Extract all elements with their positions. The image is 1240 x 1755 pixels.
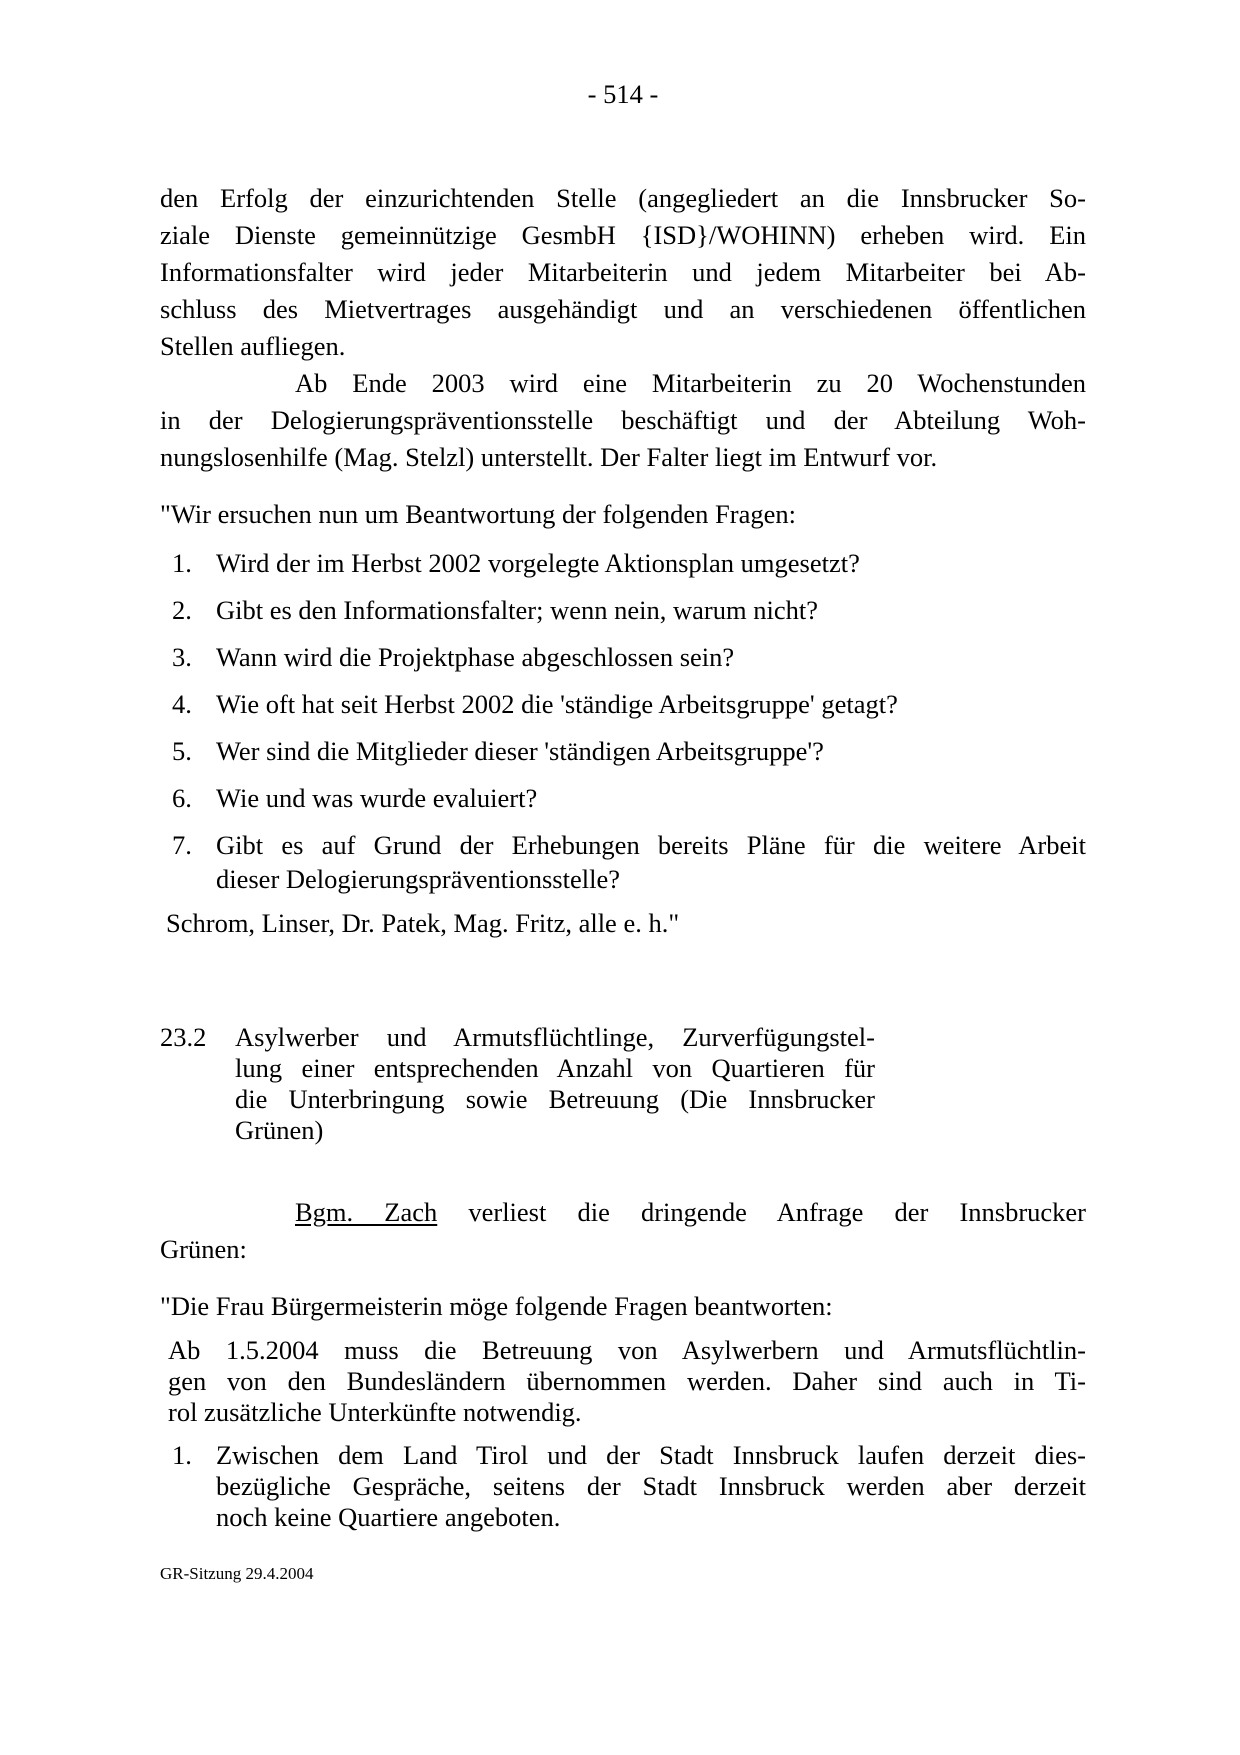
text-line: Wie und was wurde evaluiert? [216,783,538,813]
answer-text [216,1440,1086,1533]
text-line: schluss des Mietvertrages ausgehändigt und an verschiedenen öffentlichen [160,294,1086,324]
speaker-paragraph [160,1194,1086,1268]
text-line: Wie oft hat seit Herbst 2002 die 'ständige Arbeitsgruppe' getagt? [216,689,898,719]
question-number: 1. [172,548,192,578]
answer-item [160,1440,1086,1533]
signature-line: Schrom, Linser, Dr. Patek, Mag. Fritz, alle e. h." [166,908,680,938]
section-number: 23.2 [160,1022,207,1052]
question-number: 4. [172,689,192,719]
text-line: noch keine Quartiere angeboten. [216,1502,561,1532]
answer-number: 1. [172,1440,192,1470]
question-item [160,827,1086,895]
question-text [216,827,1086,895]
text-line: den Erfolg der einzurichtenden Stelle (angegliedert an die Innsbrucker So- [160,183,1086,213]
text-line: bezügliche Gespräche, seitens der Stadt Innsbruck werden aber derzeit [216,1471,1086,1501]
speaker-line-rest: verliest die dringende Anfrage der Innsbrucker [437,1197,1087,1227]
section-title [235,1022,875,1146]
question-item [160,733,1086,770]
text-line: Gibt es auf Grund der Erhebungen bereits Pläne für die weitere Arbeit [216,830,1086,860]
page-footer: GR-Sitzung 29.4.2004 [160,1564,314,1583]
question-number: 2. [172,595,192,625]
text-line: Ab 1.5.2004 muss die Betreuung von Asylwerbern und Armutsflüchtlin- [168,1335,1086,1365]
text-line: lung einer entsprechenden Anzahl von Quartieren für [235,1053,875,1083]
speaker-line-2: Grünen: [160,1234,247,1264]
question-number: 6. [172,783,192,813]
text-line: Wird der im Herbst 2002 vorgelegte Aktionsplan umgesetzt? [216,548,860,578]
question-item [160,686,1086,723]
question-item [160,592,1086,629]
text-line: Ab Ende 2003 wird eine Mitarbeiterin zu 20 Wochenstunden [295,368,1086,398]
text-line: dieser Delogierungspräventionsstelle? [216,864,620,894]
speaker-name: Bgm. Zach [295,1197,438,1227]
text-line: Stellen aufliegen. [160,331,346,361]
question-item [160,780,1086,817]
text-line: nungslosenhilfe (Mag. Stelzl) unterstellt. Der Falter liegt im Entwurf vor. [160,442,938,472]
paragraph-erfolg [160,180,1086,365]
question-list [160,545,1086,895]
text-line: rol zusätzliche Unterkünfte notwendig. [168,1397,582,1427]
page-number: - 514 - [587,79,659,109]
text-line: Informationsfalter wird jeder Mitarbeiterin und jedem Mitarbeiter bei Ab- [160,257,1086,287]
text-line: die Unterbringung sowie Betreuung (Die Innsbrucker [235,1084,875,1114]
question-text [216,639,1086,676]
answer-intro: "Die Frau Bürgermeisterin möge folgende Fragen beantworten: [160,1291,833,1321]
text-line: in der Delogierungspräventionsstelle beschäftigt und der Abteilung Woh- [160,405,1086,435]
question-text [216,592,1086,629]
question-number: 5. [172,736,192,766]
speaker-line [160,1194,1086,1231]
question-text [216,686,1086,723]
answer-list [160,1440,1086,1533]
question-number: 7. [172,830,192,860]
question-number: 3. [172,642,192,672]
text-line: gen von den Bundesländern übernommen werden. Daher sind auch in Ti- [168,1366,1086,1396]
text-line: Gibt es den Informationsfalter; wenn nein, warum nicht? [216,595,818,625]
question-text [216,545,1086,582]
text-line: Wer sind die Mitglieder dieser 'ständigen Arbeitsgruppe'? [216,736,824,766]
section-heading [160,1022,1086,1146]
text-line: Wann wird die Projektphase abgeschlossen sein? [216,642,735,672]
text-line: Zwischen dem Land Tirol und der Stadt Innsbruck laufen derzeit dies- [216,1440,1086,1470]
preamble-paragraph [160,1335,1086,1428]
question-item [160,545,1086,582]
question-text [216,780,1086,817]
paragraph-ab-ende-2003 [160,365,1086,476]
text-line: ziale Dienste gemeinnützige GesmbH {ISD}/WOHINN) erheben wird. Ein [160,220,1086,250]
question-intro: "Wir ersuchen nun um Beantwortung der folgenden Fragen: [160,499,796,529]
text-line: Grünen) [235,1115,324,1145]
text-line: Asylwerber und Armutsflüchtlinge, Zurverfügungstel- [235,1022,875,1052]
question-item [160,639,1086,676]
question-text [216,733,1086,770]
